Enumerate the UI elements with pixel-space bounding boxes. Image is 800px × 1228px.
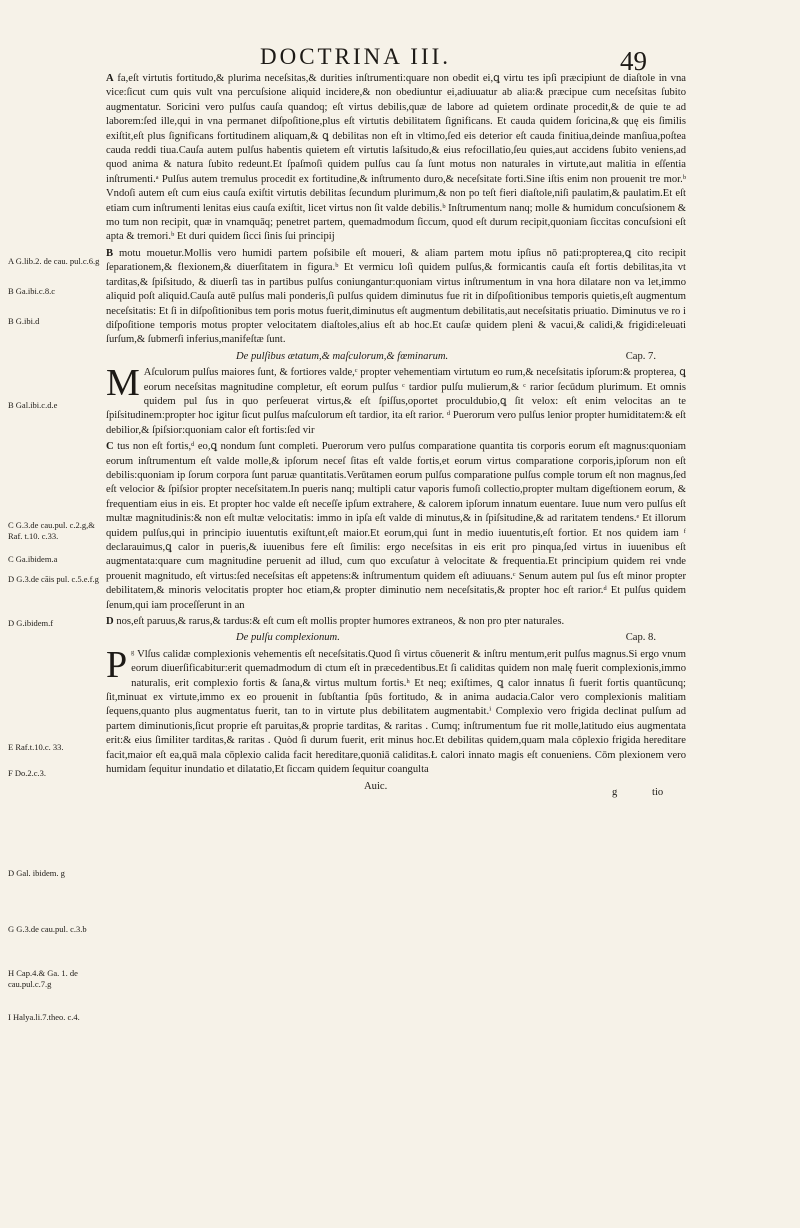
margin-note: C G.3.de cau.pul. c.2.g,& Raf. t.10. c.33.: [8, 520, 95, 541]
section-letter: B: [106, 247, 114, 259]
section-letter: D: [106, 616, 114, 628]
page-number: 49: [620, 46, 647, 76]
margin-note: B G.ibi.d: [8, 316, 40, 326]
section-letter: A: [106, 73, 114, 84]
chapter-number: Cap. 8.: [625, 632, 656, 644]
paragraph: [106, 72, 686, 245]
chapter-title: De pulſibus ætatum,& maſculorum,& fœminarum.: [236, 350, 449, 362]
paragraph-text: tus non eſt fortis,ᵈ eo,ꝗ nondum ſunt completi. Puerorum vero pulſus comparatione quantita tis corporis eorum eſt magnus:quoniam eorum inſtrumentum eſt valde molle,& ipſorum neceſ ſitas eſt valde fortis,et eorum virtus comparatione corporis,ipſorum non eſt debilis:quoniam ip ſorum corpora ſunt paruæ quantitatis.Verūtamen eorum pulſus comparatione pulſus comple torum eſt non magnus,ſed eſt velocior & ſpiſsior propter neceſsitatem.In pueris nanq; multipli catur vaporis fumoſi collectio,propter multam digeſtionem eorum, & frequentiam eius in eis. Et propter hoc valde eſt neceſſe ipſum extrahere, & calorem ipſorum innatum euentare. Iuue num vero pulſus eſt multæ magnitudinis:& non eſt multæ velocitatis: immo in ipſa eſt valde di minutus,& in ſpiſsitudine,& ad raritatem tendens.ᵉ Et illorum quidem pulſus,qui in principio iuuentutis exiſtunt,eſt maior.Et eorum,qui ſunt in medio iuuentutis,eſt fortior. Et nos quidem iam ᶠ declarauimus,ꝗ calor in pueris,& iuuenibus fere eſt ſimilis: ergo neceſsitas in eis erit pro pinqua,ſed virtus in iuuenibus eſt augmentata:quare cum magnitudine peruenit ad illud, cum quo excuſatur à velocitate & frequentia.Et principium quidem rei vnde prouenit magnitudo, eſt virtus:ſed neceſsitas eſt appetens:& inſtrumentum quidem eſt adiuuans.ᶜ Senum autem pul ſus eſt minor propter debilitatem,& minoris velocitatis propter hoc etiam,& propter diminutio nem neceſsitatis,& propter hoc eſt rarior.ᵈ Et pulſus quidem ſenum,qui iam proceſſerunt in an: [106, 441, 686, 611]
chapter-heading: [106, 350, 686, 364]
signature-mark: g: [612, 786, 618, 798]
margin-note: D G.ibidem.f: [8, 618, 54, 628]
margin-note: D Gal. ibidem. g: [8, 868, 65, 878]
margin-note: B Gal.ibi.c.d.e: [8, 400, 58, 410]
paragraph: [106, 643, 686, 778]
paragraph: [106, 362, 686, 438]
chapter-heading: [106, 631, 686, 645]
drop-cap: M: [106, 362, 140, 405]
page-footer: [106, 780, 686, 796]
paragraph: [106, 440, 686, 613]
chapter-number: Cap. 7.: [625, 350, 656, 362]
margin-note: E Raf.t.10.c. 33.: [8, 742, 64, 752]
paragraph: [106, 247, 686, 348]
paragraph-text: ᵍ Vlſus calidæ complexionis vehementis eſt neceſsitatis.Quod ſi virtus cōuenerit & inſtru mentum,erit pulſus magnus.Si ergo vnum eorum diuerſificabitur:erit quemadmodum di ctum eſt in præcedentibus.Et ſi caliditas quidem non malę fuerit complexionis,immo naturalis, erit complexio fortis & ſana,& virtus multum fortis.ʰ Et neq; exiſtimes, ꝗ calor innatus ſi fuerit fortis quantūcunq; ſit,minuat ex virtute,immo ex eo prouenit in ſubſtantia ſpūs fortitudo, & in anima audacia.Calor vero complexionis malitiam ſequens,quanto plus augmentatus fuerit, tan to in virtute plus debilitatem augmentabit.ⁱ Complexio vero frigida declinat pulſum ad partem diminutionis,ſicut proprie eſt paruitas,& proprie tarditas, & raritas . Cumq; inſtrumentum fue rit molle,latitudo eius augmentata erit:& eius ſimiliter tarditas,& raritas . Quòd ſi durum fuerit, erit minus hoc.Et debilitas quidem,quam mala cōplexio frigida hereditare facit,maior eſt ea,quā mala cōplexio calida facit hereditare,quoniā caliditas.Ł calori innato magis eſt conueniens. Cōm plexionem vero humidam ſequitur inundatio et dilatatio,Et ſiccam quidem ſequitur coangulta: [106, 648, 686, 776]
section-letter: C: [106, 441, 114, 453]
catchword: tio: [652, 786, 664, 798]
paragraph-text: Aſculorum pulſus maiores ſunt, & fortiores valde,ᶜ propter vehementiam virtutum eo rum,& neceſsitatis ipſorum:& propterea, ꝗ eorum neceſsitas magnitudine completur, eſt eorum pulſus ᶜ tardior pulſu mulierum,& ᶜ rarior ſecūdum plurimum. Et omnis quidem pul ſus in quo perſeuerat virtus,& eſt ſpiſſus,oportet proculdubio,ꝗ ſit velox: eſt enim velocitas an te ſpiſsitudinem:propter hoc igitur ſicut pulſus maſculorum eſt tardior, ita eſt rarior. ᵈ Puerorum vero pulſus lenior propter humiditatem:& eſt debilior,& ſpiſsior:quoniam calor eſt fortis:ſed vir: [106, 367, 686, 436]
margin-note: B Ga.ibi.c.8.c: [8, 286, 55, 296]
paragraph: [106, 615, 686, 629]
main-text-column: [106, 72, 686, 796]
catchword-line: Auic.: [364, 780, 388, 792]
running-title: DOCTRINA III.: [260, 44, 452, 69]
margin-note: D G.3.de cāis pul. c.5.e.f.g: [8, 574, 99, 584]
margin-note: A G.lib.2. de cau. pul.c.6.g: [8, 256, 100, 266]
margin-note: F Do.2.c.3.: [8, 768, 47, 778]
margin-note: I Halya.li.7.theo. c.4.: [8, 1012, 80, 1022]
margin-note: C Ga.ibidem.a: [8, 554, 58, 564]
paragraph-text: nos,eſt paruus,& rarus,& tardus:& eſt cum eſt mollis propter humores extraneos, & non pro pter naturales.: [116, 616, 565, 628]
paragraph-text: motu mouetur.Mollis vero humidi partem poſsibile eſt moueri, & aliam partem motu ipſius nō pati:propterea,ꝗ cito recipit ſeparationem,& flexionem,& diuerſitatem in figura.ᵇ Et vermicu loſi quidem pulſus,& formicantis cauſa eſt fortis debilitas,ita vt tarditas,& ſpiſsitudo, & diuerſi tas in partibus pulſus coniungantur:quoniam virtus inſtrumentum in vna hora dilatare non va let,immo aliquid poſt aliquid.Cauſa autē pulſus mali ponderis,ſi pulſus quidem diminutus fue rit in diſpoſitionibus temporis quietis,eſt augmentum neceſsitatis: Et ſi in diſpoſitionibus tem poris motus fuerit,diminutus eſt augmentum debilitatis,aut neceſsitatis priuatio. Diminutus ve ro i diſpoſitione temporis motus propter velocitatem diaſtoles,alius eſt ab hoc.Et cauſæ quidem pleni & vacui,& calidi,& frigidi:eleuati ſurſum,& ſubmerſi inferius,manifeſtæ ſunt.: [106, 247, 686, 346]
drop-cap: P: [106, 643, 128, 686]
margin-note: G G.3.de cau.pul. c.3.b: [8, 924, 87, 934]
margin-note: H Cap.4.& Ga. 1. de cau.pul.c.7.g: [8, 968, 78, 989]
paragraph-text: fa,eſt virtutis fortitudo,& plurima neceſsitas,& durities inſtrumenti:quare non obedit ei,ꝗ virtu tes ipſi præcipiunt de diaſtole in vna vice:ſicut cum quis vult vna percuſsione aliquid incidere,& non obediuntur ei,adiuuatur ab alia:& præcipue cum neceſsitas ſubito augmentatur. Soricini vero pulſus cauſa quandoq; eſt virtus debilis,quæ de labore ad quietem ordinate procedit,& de quie te ad laborem:ſed ille,qui in vna permanet diſpoſitione,plus eſt virtutis debilitatem ſignificans. Et cauda quidem ſoricina,& quę eis ſimilis exiſtit,eſt plus ſignificans fortitudinem aliquam,& ꝗ debilitas non eſt in vltimo,ſed eis deterior eſt cauda finitiua,deinde manſiua,poſtea cauda reddi tiua.Cauſa autem pulſus habentis quietem eſt virtutis laſsitudo,& eius refocillatio,ſeu quies,aut accidens ſubito veniens,ad quod anima & natura ſubito redeunt.Et ſpaſmoſi quidem pulſus cau ſa ſunt motus non naturales in virtute,aut malitia in eſſentia inſtrumenti.ᵃ Pulſus autem tremulus procedit ex fortitudine,& inſtrumento duro,& neceſsitate forti.Sine iſtis enim non prouenit tre mor.ᵇ Vndoſi autem eſt cum eius cauſa exiſtit virtutis debilitas ſecundum plurimum,& non po teſt fieri diaſtole,niſi paulatim,& paulatim.Et eſt etiam cum inſtrumenti lenitas eius cauſa exiſtit, licet virtus non ſit valde debilis.ᵇ Inſtrumentum nanq; molle & humidum concuſsionem & mo tum non recipit, quæ in vnamquāq; penetret partem, quemadmodum ſiccum, quod eſt durum recipit,quoniam ſiccitas concuſsioni eſt apta & tremori.ᵇ Et duri quidem ſicci ſinis ſui principij: [106, 73, 686, 243]
chapter-title: De pulſu complexionum.: [236, 632, 340, 644]
